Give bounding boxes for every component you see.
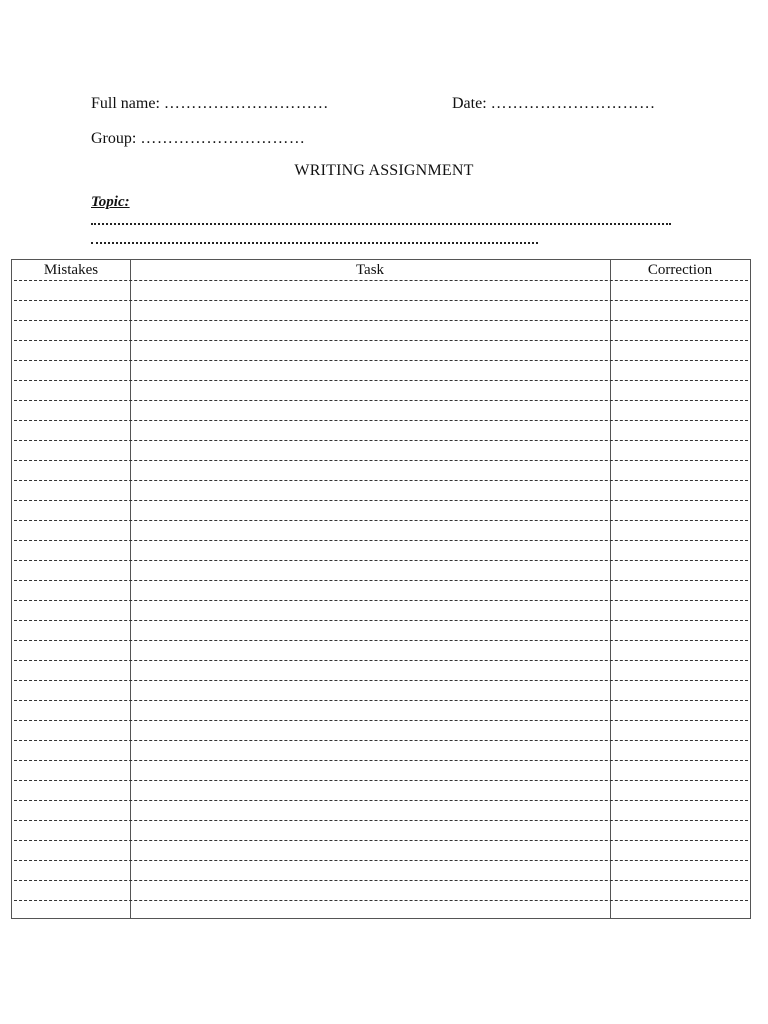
topic-blank-line-1[interactable] (91, 223, 671, 225)
writing-line[interactable] (14, 660, 748, 661)
writing-line[interactable] (14, 640, 748, 641)
topic-label: Topic: (91, 194, 130, 210)
writing-line[interactable] (14, 320, 748, 321)
writing-line[interactable] (14, 780, 748, 781)
writing-line[interactable] (14, 700, 748, 701)
writing-line[interactable] (14, 840, 748, 841)
writing-line[interactable] (14, 880, 748, 881)
writing-line[interactable] (14, 820, 748, 821)
writing-line[interactable] (14, 860, 748, 861)
writing-line[interactable] (14, 560, 748, 561)
writing-line[interactable] (14, 500, 748, 501)
writing-line[interactable] (14, 340, 748, 341)
date-field[interactable] (452, 95, 656, 113)
writing-line[interactable] (14, 380, 748, 381)
group-blank[interactable]: ………………………… (140, 130, 306, 147)
column-header-mistakes: Mistakes (43, 262, 99, 278)
page-title: WRITING ASSIGNMENT (294, 162, 474, 179)
writing-line[interactable] (14, 460, 748, 461)
writing-line[interactable] (14, 720, 748, 721)
topic-blank-line-2[interactable] (91, 242, 538, 244)
writing-line[interactable] (14, 740, 748, 741)
column-header-task: Task (355, 262, 385, 278)
column-header-correction: Correction (647, 262, 713, 278)
writing-line[interactable] (14, 280, 748, 281)
writing-line[interactable] (14, 620, 748, 621)
writing-line[interactable] (14, 600, 748, 601)
group-field[interactable] (91, 130, 305, 148)
date-label: Date: (452, 95, 487, 112)
date-blank[interactable]: ………………………… (490, 95, 656, 112)
full-name-label: Full name: (91, 95, 160, 112)
writing-table (11, 259, 751, 919)
writing-line[interactable] (14, 520, 748, 521)
writing-line[interactable] (14, 580, 748, 581)
writing-line[interactable] (14, 540, 748, 541)
writing-line[interactable] (14, 800, 748, 801)
writing-line[interactable] (14, 400, 748, 401)
writing-line[interactable] (14, 360, 748, 361)
writing-line[interactable] (14, 420, 748, 421)
full-name-field[interactable] (91, 95, 329, 113)
writing-line[interactable] (14, 900, 748, 901)
group-label: Group: (91, 130, 137, 147)
writing-line[interactable] (14, 300, 748, 301)
writing-line[interactable] (14, 760, 748, 761)
writing-line[interactable] (14, 680, 748, 681)
writing-line[interactable] (14, 480, 748, 481)
writing-line[interactable] (14, 440, 748, 441)
full-name-blank[interactable]: ………………………… (163, 95, 329, 112)
